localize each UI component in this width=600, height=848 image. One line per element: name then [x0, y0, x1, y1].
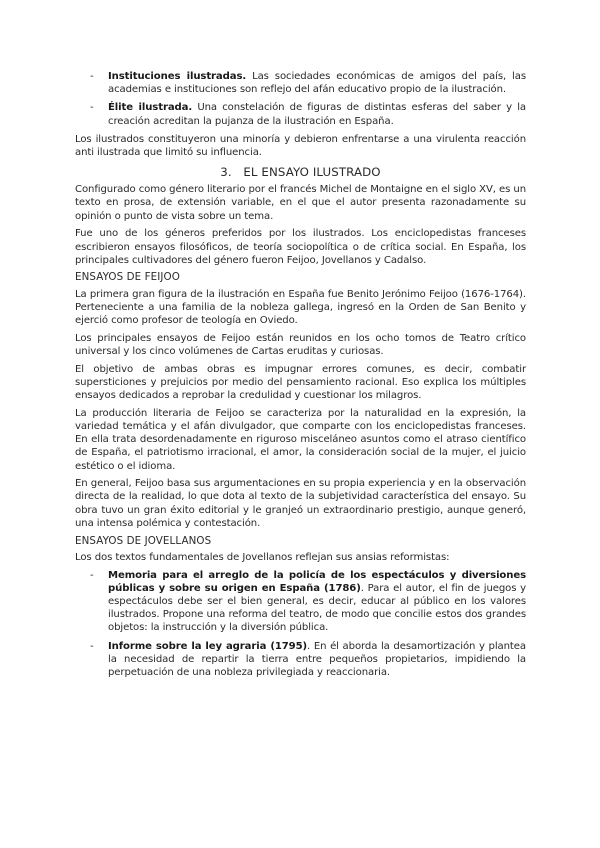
- feijoo-paragraph: Los principales ensayos de Feijoo están reunidos en los ocho tomos de Teatro crítico universal y los cinco volúmenes de Cartas eruditas y curiosas.: [75, 332, 526, 357]
- jovellanos-heading: ENSAYOS DE JOVELLANOS: [75, 534, 212, 547]
- section-number: 3.: [220, 165, 232, 180]
- list-dash: -: [90, 71, 94, 82]
- list-item: [75, 640, 526, 680]
- feijoo-heading: ENSAYOS DE FEIJOO: [75, 271, 180, 284]
- jovellanos-bullet-list: [75, 569, 526, 680]
- list-dash: -: [90, 640, 94, 652]
- section-title: [75, 165, 526, 180]
- feijoo-paragraph: La producción literaria de Feijoo se caracteriza por la naturalidad en la expresión, la variedad temática y el afán divulgador, que comparte con los enciclopedistas franceses. En ella trata desordenadamente en riguroso misceláneo asuntos como el atraso científico de España, el patriotismo irracional, el amor, la consideración social de la mujer, el juicio estético o el idioma.: [75, 407, 526, 472]
- intro-paragraph: Los ilustrados constituyeron una minoría y debieron enfrentarse a una virulenta reacción anti ilustrada que limitó su influencia.: [75, 133, 526, 159]
- feijoo-paragraph: La primera gran figura de la ilustración en España fue Benito Jerónimo Feijoo (1676-1764). Perteneciente a una familia de la nobleza gallega, ingresó en la Orden de San Benito y ejerció como profesor de teología en Oviedo.: [75, 288, 526, 327]
- section-paragraph: Configurado como género literario por el francés Michel de Montaigne en el siglo XV, es un texto en prosa, de extensión variable, en el que el autor presenta razonadamente su opinión o punto de vista sobre un tema.: [75, 184, 526, 222]
- bullet-text: Una constelación de figuras de distintas esferas del saber y la creación acreditan la pujanza de la ilustración en España.: [108, 102, 527, 127]
- list-item: [75, 70, 526, 96]
- list-item: [75, 569, 526, 635]
- bullet-text: . En él aborda la desamortización y plantea la necesidad de repartir la tierra entre pequeños propietarios, impidiendo la perpetuación de una nobleza privilegiada y reaccionaria.: [108, 640, 526, 678]
- intro-bullet-list: [75, 70, 526, 128]
- section-paragraph: Fue uno de los géneros preferidos por los ilustrados. Los enciclopedistas franceses escribieron ensayos filosóficos, de teoría sociopolítica o de crítica social. En España, los principales cultivadores del género fueron Feijoo, Jovellanos y Cadalso.: [75, 228, 526, 266]
- feijoo-paragraph: En general, Feijoo basa sus argumentaciones en su propia experiencia y en la observación directa de la realidad, lo que dota al texto de la subjetividad característica del ensayo. Su obra tuvo un gran éxito editorial y le granjeó un extraordinario prestigio, aunque generó, una intensa polémica y contestación.: [75, 478, 526, 529]
- bullet-title: Informe sobre la ley agraria (1795): [108, 640, 308, 652]
- jovellanos-intro: Los dos textos fundamentales de Jovellanos reflejan sus ansias reformistas:: [75, 551, 450, 563]
- list-item: [75, 101, 526, 127]
- bullet-title: Memoria para el arreglo de la policía de los espectáculos y diversiones públicas y sobre su origen en España (1786): [108, 569, 526, 594]
- list-dash: -: [90, 569, 94, 581]
- feijoo-paragraph: El objetivo de ambas obras es impugnar errores comunes, es decir, combatir supersticiones y prejuicios por medio del pensamiento racional. Eso explica los múltiples ensayos dedicados a reprobar la credulidad y cuestionar los milagros.: [75, 363, 526, 402]
- section-title-text: EL ENSAYO ILUSTRADO: [243, 165, 381, 180]
- bullet-text: Las sociedades económicas de amigos del país, las academias e instituciones son reflejo del afán educativo propio de la ilustración.: [108, 71, 526, 96]
- bullet-title: Instituciones ilustradas.: [108, 71, 247, 82]
- bullet-text: . Para el autor, el fin de juegos y espectáculos debe ser el bien general, es decir, educar al público en los valores ilustrados. Propone una reforma del teatro, de modo que concilie estos dos grandes objetos: la instrucción y la diversión pública.: [108, 582, 527, 634]
- page-content: [75, 70, 526, 684]
- list-dash: -: [90, 102, 94, 114]
- bullet-title: Élite ilustrada.: [108, 102, 193, 114]
